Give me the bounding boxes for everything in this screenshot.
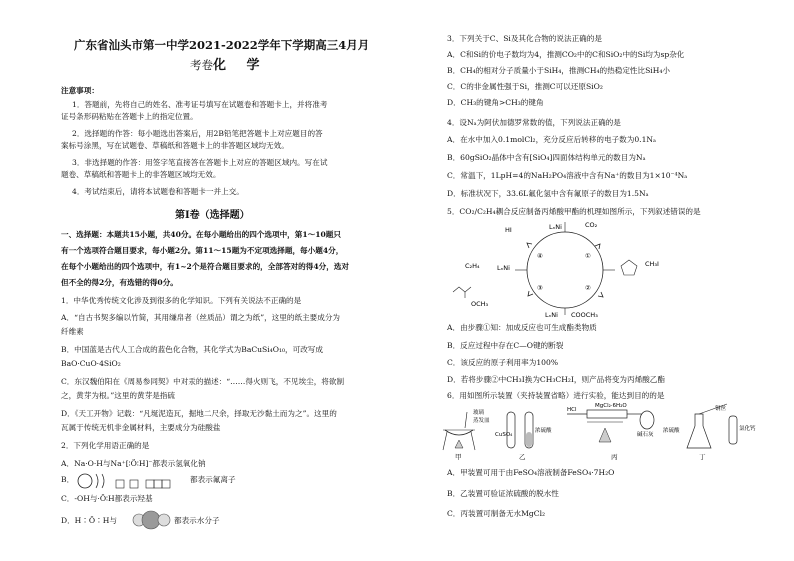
label-step1: ① — [585, 252, 591, 260]
label-conc-h2so4: 浓硫酸 — [535, 428, 552, 434]
section-intro-4: 但不全的得2分，有选错的得0分。 — [61, 278, 178, 287]
q6-stem: 6．用如图所示装置（夹持装置省略）进行实验，能达到目的的是 — [447, 391, 665, 400]
label-apparatus-ding: 丁 — [699, 453, 706, 460]
note-4: 4．考试结束后，请将本试题卷和答题卡一并上交。 — [72, 187, 244, 196]
q2-option-b-suffix: 都表示氟离子 — [190, 475, 236, 484]
label-apparatus-yi: 乙 — [519, 453, 526, 460]
label-c2h4: C₂H₄ — [465, 262, 480, 270]
label-cuso4: CuSO₄ — [495, 432, 513, 438]
label-cacl2: 氯化钙 — [739, 426, 756, 432]
label-cooch3: COOCH₃ — [571, 311, 598, 318]
q1-option-b-line1: B．中国蓝是古代人工合成的蓝色化合物，其化学式为BaCuSi₄O₁₀，可改写成 — [61, 345, 323, 354]
q3-option-d: D．CH₃的键角>CH₃的键角 — [447, 98, 544, 107]
label-apparatus-jia: 甲 — [455, 453, 462, 460]
q2-option-d-prefix: D．H∶Ö∶H与 — [61, 516, 117, 525]
q2-option-d-suffix: 都表示水分子 — [174, 516, 220, 525]
right-column — [397, 0, 794, 561]
section-intro-3: 在每个小题给出的四个选项中，有1~2个是符合题目要求的，全部答对的得4分，选对 — [61, 262, 349, 271]
q2-option-a: A．Na·O·H与Na⁺[∶Ö∶H]⁻都表示氢氧化钠 — [61, 459, 206, 468]
q4-stem: 4．设Nₐ为阿伏加德罗常数的值，下列说法正确的是 — [447, 118, 621, 127]
label-copper-wire: 铜丝 — [715, 406, 727, 412]
atom-structure-diagram — [76, 471, 186, 491]
q1-option-a-line1: A．“自古书契多编以竹简，其用缣帛者（丝质品）谓之为纸”，这里的纸主要成分为 — [61, 313, 341, 322]
label-lni-left: LₙNi — [497, 264, 510, 272]
q1-option-a-line2: 纤维素 — [61, 327, 84, 336]
water-molecule-model — [130, 510, 172, 530]
section-intro-2: 有一个选项符合题目要求，每小题2分。第11～15题为不定项选择题，每小题4分， — [61, 246, 344, 255]
label-conc-h2so4-2: 浓硫酸 — [663, 428, 680, 434]
q1-stem: 1．中华优秀传统文化涉及到很多的化学知识。下列有关说法不正确的是 — [61, 296, 302, 305]
q2-option-b-prefix: B． — [61, 475, 75, 484]
q5-option-b: B．反应过程中存在C—O键的断裂 — [447, 341, 564, 350]
note-3a: 3．非选择题的作答：用签字笔直接答在答题卡上对应的答题区域内。写在试 — [72, 158, 328, 167]
label-glass-rod: 玻璃 — [473, 410, 485, 416]
note-2a: 2．选择题的作答：每小题选出答案后，用2B铅笔把答题卡上对应题目的答 — [72, 129, 323, 138]
q6-option-c: C．丙装置可制备无水MgCl₂ — [447, 509, 546, 518]
q4-option-a: A．在水中加入0.1molCl₂，充分反应后转移的电子数为0.1Nₐ — [447, 135, 656, 144]
catalytic-cycle-diagram — [445, 218, 685, 318]
label-step4: ④ — [537, 252, 543, 260]
note-3b: 题卷、草稿纸和答题卡上的非答题区域均无效。 — [61, 170, 221, 179]
q5-option-c: C．该反应的原子利用率为100% — [447, 358, 559, 367]
q1-option-c-line1: C．东汉魏伯阳在《周易参同契》中对汞的描述：“……得火则飞，不见埃尘，将欲制 — [61, 377, 345, 386]
label-mgcl2-hydrate: MgCl₂·6H₂O — [595, 403, 627, 409]
note-2b: 案标号涂黑，写在试题卷、草稿纸和答题卡上的非答题区域均无效。 — [61, 141, 289, 150]
notes-heading: 注意事项： — [61, 86, 99, 95]
q3-option-c: C．C的非金属性强于Si，推测C可以还原SiO₂ — [447, 82, 603, 91]
label-hi: HI — [505, 226, 512, 234]
label-soda-lime: 碱石灰 — [637, 432, 654, 438]
q6-option-b: B．乙装置可验证浓硫酸的脱水性 — [447, 489, 559, 498]
section-title: 第Ⅰ卷（选择题） — [175, 210, 250, 221]
q2-option-c: C．-OH与·Ö∶H都表示羟基 — [61, 494, 153, 503]
label-step2: ② — [585, 284, 591, 292]
label-evaporating-dish: 蒸发皿 — [473, 418, 490, 424]
label-step3: ③ — [537, 284, 543, 292]
section-intro-1: 一、选择题：本题共15小题，共40分。在每小题给出的四个选项中，第1～10题只 — [61, 230, 341, 239]
label-apparatus-bing: 丙 — [611, 453, 618, 460]
exam-title-prefix: 考卷 — [190, 58, 213, 72]
q1-option-d-line2: 瓦属于传统无机非金属材料，主要成分为硅酸盐 — [61, 423, 221, 432]
q5-option-a: A．由步骤①知：加成反应也可生成酯类物质 — [447, 323, 597, 332]
q5-stem: 5．CO₂/C₂H₄耦合反应制备丙烯酸甲酯的机理如图所示，下列叙述错误的是 — [447, 207, 701, 216]
q3-stem: 3．下列关于C、Si及其化合物的说法正确的是 — [447, 34, 602, 43]
label-co2: CO₂ — [585, 221, 598, 229]
label-hcl: HCl — [567, 407, 577, 413]
note-1a: 1．答题前，先将自己的姓名、准考证号填写在试题卷和答题卡上，并将准考 — [72, 100, 328, 109]
q4-option-b: B．60gSiO₂晶体中含有[SiO₄]四面体结构单元的数目为Nₐ — [447, 153, 646, 162]
q4-option-c: C．常温下，1LpH=4的NaH₂PO₄溶液中含有Na⁺的数目为1×10⁻⁴Nₐ — [447, 171, 688, 180]
note-1b: 证号条形码粘贴在答题卡上的指定位置。 — [61, 112, 198, 121]
q2-stem: 2．下列化学用语正确的是 — [61, 441, 150, 450]
label-lni-bottom: LₙNi — [545, 311, 558, 318]
apparatus-diagram — [437, 402, 767, 460]
exam-title-line2 — [190, 60, 268, 71]
q3-option-b: B．CH₄的相对分子质量小于SiH₄，推测CH₄的热稳定性比SiH₄小 — [447, 66, 671, 75]
q1-option-c-line2: 之，黄芽为根。”这里的黄芽是指硫 — [61, 391, 175, 400]
q4-option-d: D．标准状况下，33.6L氟化氢中含有氟原子的数目为1.5Nₐ — [447, 189, 649, 198]
q5-option-d: D．若将步骤②中CH₃I换为CH₃CH₂I，则产品将变为丙烯酸乙酯 — [447, 375, 665, 384]
exam-title-line1: 广东省汕头市第一中学2021-2022学年下学期高三4月月 — [74, 38, 370, 52]
label-och3: OCH₃ — [471, 300, 489, 308]
q3-option-a: A．C和Si的价电子数均为4，推测CO₂中的C和SiO₂中的Si均为sp杂化 — [447, 50, 685, 59]
exam-subject: 化 学 — [213, 58, 268, 73]
label-lni-top: LₙNi — [549, 223, 562, 231]
label-ch3i: CH₃I — [645, 260, 659, 268]
q6-option-a: A．甲装置可用于由FeSO₄溶液制备FeSO₄·7H₂O — [447, 468, 615, 477]
q1-option-d-line1: D．《天工开物》记载：“凡埏泥造瓦，掘地二尺余，择取无沙黏土而为之”。这里的 — [61, 409, 337, 418]
q1-option-b-line2: BaO·CuO·4SiO₂ — [61, 359, 121, 368]
